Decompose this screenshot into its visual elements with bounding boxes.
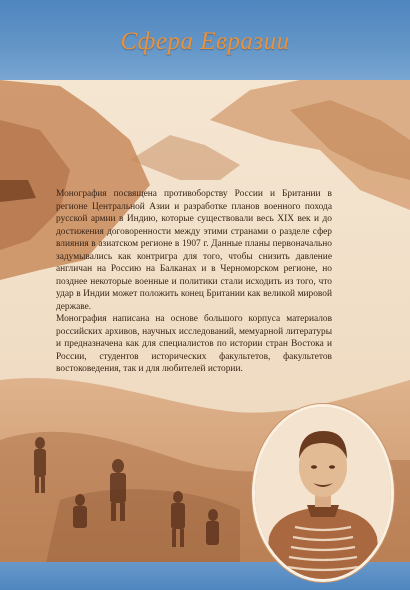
author-portrait: [252, 404, 394, 582]
portrait-image: [255, 407, 391, 579]
annotation-paragraph-2: Монография написана на основе большого корпуса материалов российских архивов, научных исследований, мемуарной литературы и предназначена как для специалистов по истории стран Востока и России, студентов исторических факультетов, факультетов востоковедения, так и для любителей истории.: [56, 314, 332, 374]
annotation-paragraph-1: Монография посвящена противоборству России и Британии в регионе Центральной Азии и разработке планов военного похода русской армии в Индию, которые существовали весь XIX век и до достижения договоренности между этими странами о разделе сфер влияния в азиатском регионе в 1907 г. Данные планы первоначально задумывались как контригра для того, чтобы снизить давление англичан на Россию на Балканах и в Черноморском регионе, но позднее некоторые военные и политики стали исходить из того, что удар в Индии может положить конец Британии как великой мировой державе.: [56, 189, 332, 312]
series-title: Сфера Евразии: [120, 28, 290, 55]
annotation-text: [56, 188, 332, 376]
